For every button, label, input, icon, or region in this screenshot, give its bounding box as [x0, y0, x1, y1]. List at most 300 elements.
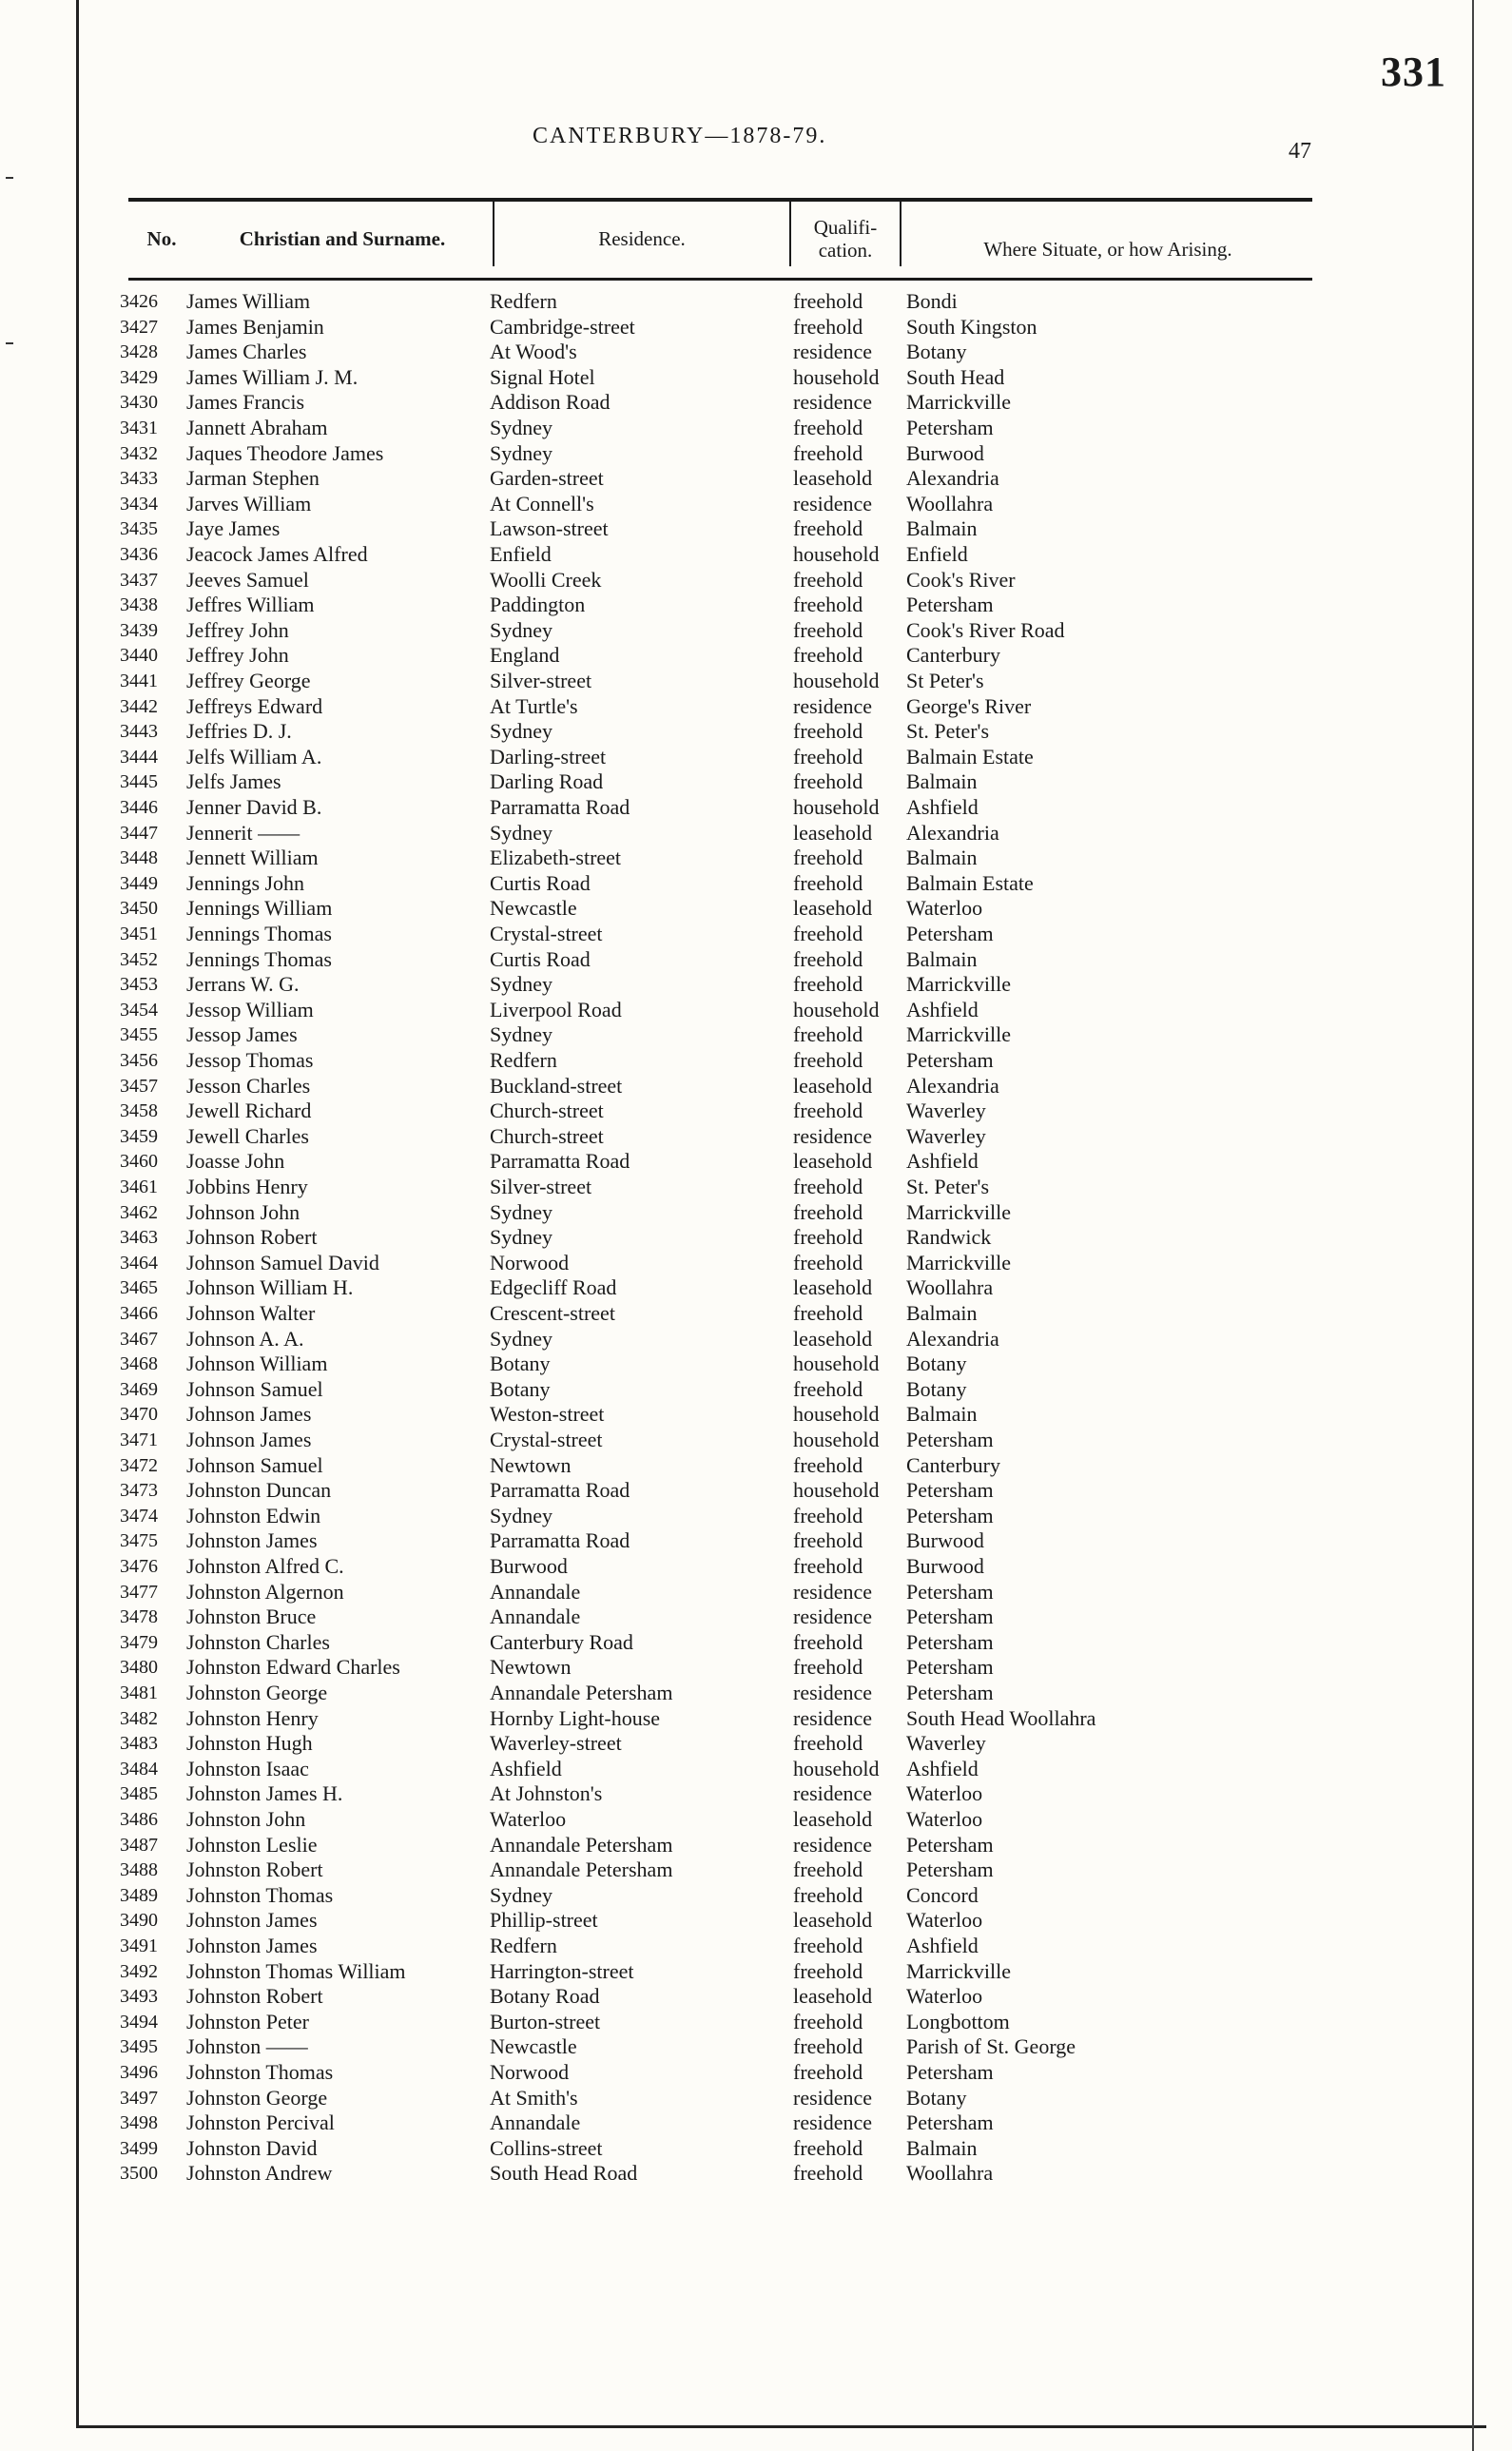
elector-situation: Petersham	[906, 1478, 994, 1502]
entry-number: 3484	[120, 1759, 158, 1780]
elector-residence: Garden-street	[490, 466, 604, 490]
entry-number: 3427	[120, 317, 158, 338]
elector-residence: Ashfield	[490, 1757, 562, 1780]
elector-situation: Petersham	[906, 922, 994, 945]
elector-name: Johnston Edward Charles	[186, 1655, 400, 1679]
elector-situation: Woollahra	[906, 1275, 994, 1299]
elector-name: Johnston James	[186, 1934, 318, 1957]
elector-situation: South Head Woollahra	[906, 1706, 1096, 1730]
elector-name: Jeacock James Alfred	[186, 542, 368, 566]
entry-number: 3451	[120, 924, 158, 944]
entry-number: 3439	[120, 620, 158, 641]
entry-number: 3460	[120, 1151, 158, 1172]
entry-number: 3429	[120, 367, 158, 388]
elector-qualification: freehold	[793, 2010, 863, 2033]
elector-situation: St. Peter's	[906, 719, 990, 743]
running-head: CANTERBURY—1878-79.	[533, 124, 827, 148]
elector-qualification: residence	[793, 390, 873, 414]
elector-situation: Waverley	[906, 1099, 986, 1122]
table-row	[0, 694, 1512, 719]
table-row	[0, 2086, 1512, 2111]
entry-number: 3479	[120, 1632, 158, 1653]
elector-name: Johnston James	[186, 1908, 318, 1932]
table-row	[0, 1377, 1512, 1402]
elector-residence: At Smith's	[490, 2086, 578, 2110]
elector-situation: Ashfield	[906, 795, 979, 819]
entry-number: 3440	[120, 645, 158, 666]
table-row	[0, 1074, 1512, 1099]
elector-residence: Annandale	[490, 1605, 581, 1628]
elector-name: Johnson Samuel	[186, 1453, 323, 1477]
elector-qualification: freehold	[793, 846, 863, 869]
elector-qualification: household	[793, 1402, 880, 1426]
table-row	[0, 1605, 1512, 1629]
entry-number: 3496	[120, 2062, 158, 2083]
elector-name: Johnston Duncan	[186, 1478, 332, 1502]
column-divider	[900, 200, 901, 266]
entry-number: 3495	[120, 2036, 158, 2057]
elector-qualification: household	[793, 365, 880, 389]
table-row	[0, 2111, 1512, 2135]
elector-qualification: residence	[793, 694, 873, 718]
elector-situation: Ashfield	[906, 1149, 979, 1173]
entry-number: 3487	[120, 1835, 158, 1856]
entry-number: 3491	[120, 1936, 158, 1956]
elector-residence: Waverley-street	[490, 1731, 622, 1755]
elector-qualification: residence	[793, 340, 873, 363]
elector-qualification: freehold	[793, 1225, 863, 1249]
elector-situation: Woollahra	[906, 492, 994, 515]
elector-qualification: freehold	[793, 643, 863, 667]
elector-situation: Balmain	[906, 516, 978, 540]
elector-name: James Charles	[186, 340, 307, 363]
entry-number: 3463	[120, 1227, 158, 1248]
entry-number: 3461	[120, 1177, 158, 1197]
elector-situation: Balmain	[906, 1301, 978, 1325]
entry-number: 3485	[120, 1783, 158, 1804]
elector-qualification: household	[793, 669, 880, 692]
table-row	[0, 1681, 1512, 1705]
entry-number: 3473	[120, 1480, 158, 1501]
elector-qualification: residence	[793, 1124, 873, 1148]
column-header-residence: Residence.	[598, 227, 686, 250]
elector-qualification: freehold	[793, 441, 863, 465]
elector-residence: Botany	[490, 1352, 551, 1375]
entry-number: 3464	[120, 1253, 158, 1274]
elector-residence: South Head Road	[490, 2161, 638, 2185]
elector-situation: Alexandria	[906, 466, 999, 490]
table-row	[0, 669, 1512, 693]
elector-situation: Waterloo	[906, 1984, 983, 2008]
elector-name: Johnston George	[186, 1681, 328, 1704]
elector-residence: Enfield	[490, 542, 552, 566]
elector-situation: Balmain Estate	[906, 745, 1034, 768]
table-row	[0, 1959, 1512, 1984]
elector-name: Johnston Robert	[186, 1858, 323, 1881]
elector-residence: Liverpool Road	[490, 998, 622, 1021]
elector-situation: Waterloo	[906, 1807, 983, 1831]
elector-residence: Cambridge-street	[490, 315, 635, 339]
elector-qualification: freehold	[793, 1301, 863, 1325]
elector-qualification: leasehold	[793, 1149, 873, 1173]
elector-name: Johnson James	[186, 1428, 312, 1451]
elector-qualification: leasehold	[793, 466, 873, 490]
elector-residence: Annandale Petersham	[490, 1681, 673, 1704]
elector-residence: Annandale	[490, 1580, 581, 1604]
elector-qualification: household	[793, 998, 880, 1021]
elector-name: Jobbins Henry	[186, 1175, 308, 1198]
elector-residence: Phillip-street	[490, 1908, 598, 1932]
column-header-name: Christian and Surname.	[239, 227, 446, 250]
table-row	[0, 2161, 1512, 2186]
table-row	[0, 1731, 1512, 1756]
elector-situation: Marrickville	[906, 390, 1011, 414]
table-row	[0, 390, 1512, 415]
elector-residence: Crystal-street	[490, 1428, 603, 1451]
elector-name: Jeffreys Edward	[186, 694, 323, 718]
entry-number: 3453	[120, 974, 158, 995]
elector-residence: Sydney	[490, 1327, 552, 1351]
elector-qualification: freehold	[793, 745, 863, 768]
elector-qualification: leasehold	[793, 896, 873, 920]
entry-number: 3443	[120, 721, 158, 742]
elector-residence: Sydney	[490, 719, 552, 743]
elector-qualification: leasehold	[793, 1984, 873, 2008]
elector-situation: Waterloo	[906, 896, 983, 920]
elector-situation: Alexandria	[906, 1074, 999, 1098]
elector-name: Jesson Charles	[186, 1074, 311, 1098]
elector-residence: Harrington-street	[490, 1959, 634, 1983]
table-row	[0, 492, 1512, 516]
table-row	[0, 2010, 1512, 2034]
elector-situation: Petersham	[906, 1605, 994, 1628]
elector-qualification: freehold	[793, 1251, 863, 1274]
elector-situation: Balmain	[906, 1402, 978, 1426]
elector-qualification: freehold	[793, 1655, 863, 1679]
table-row	[0, 1225, 1512, 1250]
elector-name: James William J. M.	[186, 365, 359, 389]
elector-name: Jennings Thomas	[186, 922, 332, 945]
elector-qualification: residence	[793, 1681, 873, 1704]
elector-name: Jaques Theodore James	[186, 441, 384, 465]
elector-residence: Darling Road	[490, 769, 604, 793]
elector-name: Jeffries D. J.	[186, 719, 292, 743]
elector-residence: At Connell's	[490, 492, 594, 515]
elector-qualification: freehold	[793, 769, 863, 793]
entry-number: 3468	[120, 1353, 158, 1374]
elector-situation: St. Peter's	[906, 1175, 990, 1198]
elector-name: Johnson Samuel David	[186, 1251, 379, 1274]
table-row	[0, 1251, 1512, 1275]
elector-situation: Botany	[906, 340, 967, 363]
elector-situation: Marrickville	[906, 1022, 1011, 1046]
column-header-where: Where Situate, or how Arising.	[983, 238, 1232, 261]
elector-residence: Paddington	[490, 593, 586, 616]
elector-residence: England	[490, 643, 560, 667]
elector-situation: Ashfield	[906, 1934, 979, 1957]
elector-qualification: leasehold	[793, 1275, 873, 1299]
elector-residence: Norwood	[490, 2060, 570, 2084]
elector-residence: Elizabeth-street	[490, 846, 622, 869]
table-row	[0, 2034, 1512, 2059]
elector-situation: Petersham	[906, 1858, 994, 1881]
elector-name: Jeffrey John	[186, 643, 289, 667]
elector-situation: Balmain Estate	[906, 871, 1034, 895]
elector-residence: Burwood	[490, 1554, 568, 1578]
entry-number: 3435	[120, 518, 158, 539]
elector-name: Jeeves Samuel	[186, 568, 309, 592]
elector-name: Johnston ——	[186, 2034, 308, 2058]
elector-situation: Marrickville	[906, 972, 1011, 996]
table-row	[0, 340, 1512, 364]
table-row	[0, 871, 1512, 896]
entry-number: 3457	[120, 1076, 158, 1097]
elector-residence: Parramatta Road	[490, 1149, 630, 1173]
table-row	[0, 998, 1512, 1022]
elector-situation: Botany	[906, 2086, 967, 2110]
elector-residence: Curtis Road	[490, 871, 591, 895]
table-row	[0, 846, 1512, 870]
margin-tick	[6, 177, 13, 179]
elector-qualification: freehold	[793, 1630, 863, 1654]
elector-name: Johnston Peter	[186, 2010, 309, 2033]
elector-qualification: household	[793, 1757, 880, 1780]
entry-number: 3480	[120, 1657, 158, 1678]
entry-number: 3452	[120, 949, 158, 970]
elector-qualification: freehold	[793, 1858, 863, 1881]
elector-residence: Silver-street	[490, 669, 592, 692]
elector-residence: Parramatta Road	[490, 1478, 630, 1502]
entry-number: 3454	[120, 1000, 158, 1021]
entry-number: 3469	[120, 1379, 158, 1400]
elector-qualification: residence	[793, 492, 873, 515]
entry-number: 3488	[120, 1859, 158, 1880]
column-divider	[789, 200, 791, 266]
entry-number: 3467	[120, 1329, 158, 1350]
elector-name: Jerrans W. G.	[186, 972, 300, 996]
elector-name: Joasse John	[186, 1149, 285, 1173]
elector-name: Jewell Charles	[186, 1124, 309, 1148]
elector-qualification: residence	[793, 1833, 873, 1857]
table-row	[0, 821, 1512, 846]
entry-number: 3500	[120, 2163, 158, 2184]
elector-qualification: leasehold	[793, 1327, 873, 1351]
entry-number: 3445	[120, 771, 158, 792]
elector-name: Jennings William	[186, 896, 333, 920]
elector-situation: Cook's River	[906, 568, 1016, 592]
elector-residence: Sydney	[490, 1504, 552, 1527]
table-row	[0, 1048, 1512, 1073]
entry-number: 3490	[120, 1910, 158, 1931]
table-row	[0, 1580, 1512, 1605]
elector-qualification: freehold	[793, 2060, 863, 2084]
elector-residence: Crescent-street	[490, 1301, 615, 1325]
elector-situation: Ashfield	[906, 1757, 979, 1780]
table-row	[0, 1478, 1512, 1503]
entry-number: 3492	[120, 1961, 158, 1982]
entry-number: 3432	[120, 443, 158, 464]
elector-name: Johnston Percival	[186, 2111, 335, 2134]
elector-name: Johnston Robert	[186, 1984, 323, 2008]
entry-number: 3430	[120, 392, 158, 413]
table-row	[0, 466, 1512, 491]
elector-name: Johnson A. A.	[186, 1327, 304, 1351]
elector-name: Johnson Samuel	[186, 1377, 323, 1401]
elector-name: Jannett Abraham	[186, 416, 328, 439]
elector-qualification: freehold	[793, 1504, 863, 1527]
elector-qualification: freehold	[793, 1453, 863, 1477]
entry-number: 3437	[120, 570, 158, 591]
entry-number: 3482	[120, 1708, 158, 1729]
elector-residence: At Wood's	[490, 340, 577, 363]
elector-residence: Annandale Petersham	[490, 1858, 673, 1881]
entry-number: 3447	[120, 823, 158, 844]
table-row	[0, 441, 1512, 466]
elector-name: Jennings Thomas	[186, 947, 332, 971]
elector-situation: Alexandria	[906, 1327, 999, 1351]
elector-situation: St Peter's	[906, 669, 984, 692]
entry-number: 3438	[120, 594, 158, 615]
elector-name: Johnson Walter	[186, 1301, 316, 1325]
elector-qualification: freehold	[793, 2161, 863, 2185]
elector-residence: Newcastle	[490, 896, 577, 920]
elector-qualification: household	[793, 1352, 880, 1375]
elector-qualification: residence	[793, 1706, 873, 1730]
elector-name: Jennerit ——	[186, 821, 300, 845]
elector-residence: Sydney	[490, 972, 552, 996]
elector-qualification: leasehold	[793, 1908, 873, 1932]
table-row	[0, 1275, 1512, 1300]
entry-number: 3483	[120, 1733, 158, 1754]
elector-residence: Weston-street	[490, 1402, 605, 1426]
table-row	[0, 542, 1512, 567]
elector-qualification: freehold	[793, 1528, 863, 1552]
table-row	[0, 1833, 1512, 1858]
elector-qualification: freehold	[793, 416, 863, 439]
elector-qualification: freehold	[793, 1731, 863, 1755]
elector-residence: Church-street	[490, 1124, 604, 1148]
elector-situation: Waverley	[906, 1124, 986, 1148]
table-row	[0, 1807, 1512, 1832]
entry-number: 3436	[120, 544, 158, 565]
elector-qualification: freehold	[793, 1175, 863, 1198]
elector-name: Johnston John	[186, 1807, 306, 1831]
elector-name: Johnston Henry	[186, 1706, 319, 1730]
table-row	[0, 618, 1512, 643]
elector-name: Jeffrey George	[186, 669, 311, 692]
elector-situation: Longbottom	[906, 2010, 1010, 2033]
elector-qualification: freehold	[793, 2136, 863, 2160]
table-row	[0, 1883, 1512, 1908]
elector-name: Jeffres William	[186, 593, 315, 616]
entry-number: 3499	[120, 2138, 158, 2159]
folio-stamp: 331	[1381, 49, 1446, 95]
elector-qualification: residence	[793, 2111, 873, 2134]
entry-number: 3466	[120, 1303, 158, 1324]
table-row	[0, 1402, 1512, 1427]
elector-name: Johnston Charles	[186, 1630, 330, 1654]
elector-qualification: household	[793, 1478, 880, 1502]
elector-residence: Annandale	[490, 2111, 581, 2134]
elector-residence: Sydney	[490, 1225, 552, 1249]
elector-name: Johnson Robert	[186, 1225, 318, 1249]
elector-situation: Waverley	[906, 1731, 986, 1755]
table-row	[0, 1428, 1512, 1452]
table-row	[0, 947, 1512, 972]
elector-name: Johnston Algernon	[186, 1580, 344, 1604]
elector-name: Jessop James	[186, 1022, 298, 1046]
elector-residence: Norwood	[490, 1251, 570, 1274]
elector-situation: Bondi	[906, 289, 958, 313]
elector-qualification: household	[793, 542, 880, 566]
elector-situation: Marrickville	[906, 1251, 1011, 1274]
elector-residence: Sydney	[490, 441, 552, 465]
elector-name: James Benjamin	[186, 315, 324, 339]
elector-residence: Newtown	[490, 1453, 572, 1477]
elector-name: Jelfs James	[186, 769, 281, 793]
entry-number: 3472	[120, 1455, 158, 1476]
table-row	[0, 1124, 1512, 1149]
elector-situation: Petersham	[906, 1580, 994, 1604]
table-row	[0, 1757, 1512, 1781]
elector-residence: Silver-street	[490, 1175, 592, 1198]
elector-situation: Burwood	[906, 441, 984, 465]
entry-number: 3444	[120, 747, 158, 768]
page-number: 47	[1289, 139, 1311, 164]
elector-situation: Enfield	[906, 542, 968, 566]
elector-residence: Parramatta Road	[490, 795, 630, 819]
entry-number: 3434	[120, 494, 158, 515]
elector-name: Johnston Andrew	[186, 2161, 333, 2185]
entry-number: 3477	[120, 1582, 158, 1603]
entry-number: 3446	[120, 797, 158, 818]
elector-name: Jarves William	[186, 492, 312, 515]
elector-residence: Collins-street	[490, 2136, 603, 2160]
elector-name: Johnson John	[186, 1200, 300, 1224]
table-row	[0, 745, 1512, 769]
elector-qualification: residence	[793, 2086, 873, 2110]
elector-qualification: freehold	[793, 1377, 863, 1401]
elector-qualification: freehold	[793, 289, 863, 313]
table-row	[0, 416, 1512, 440]
elector-name: Jessop William	[186, 998, 314, 1021]
table-row	[0, 2060, 1512, 2085]
elector-name: Johnson William H.	[186, 1275, 354, 1299]
elector-qualification: freehold	[793, 947, 863, 971]
table-row	[0, 593, 1512, 617]
elector-name: Johnson James	[186, 1402, 312, 1426]
elector-residence: Crystal-street	[490, 922, 603, 945]
entry-number: 3462	[120, 1202, 158, 1223]
entry-number: 3481	[120, 1683, 158, 1703]
elector-residence: Redfern	[490, 1048, 557, 1072]
entry-number: 3426	[120, 291, 158, 312]
elector-name: Johnston Thomas William	[186, 1959, 406, 1983]
table-row	[0, 896, 1512, 921]
elector-situation: Parish of St. George	[906, 2034, 1076, 2058]
table-row	[0, 719, 1512, 744]
elector-name: Jeffrey John	[186, 618, 289, 642]
elector-qualification: freehold	[793, 719, 863, 743]
elector-situation: Petersham	[906, 2060, 994, 2084]
elector-situation: Waterloo	[906, 1908, 983, 1932]
elector-name: Johnston Leslie	[186, 1833, 318, 1857]
entry-number: 3459	[120, 1126, 158, 1147]
table-row	[0, 1022, 1512, 1047]
elector-qualification: freehold	[793, 922, 863, 945]
elector-name: Jennings John	[186, 871, 305, 895]
entry-number: 3470	[120, 1404, 158, 1425]
